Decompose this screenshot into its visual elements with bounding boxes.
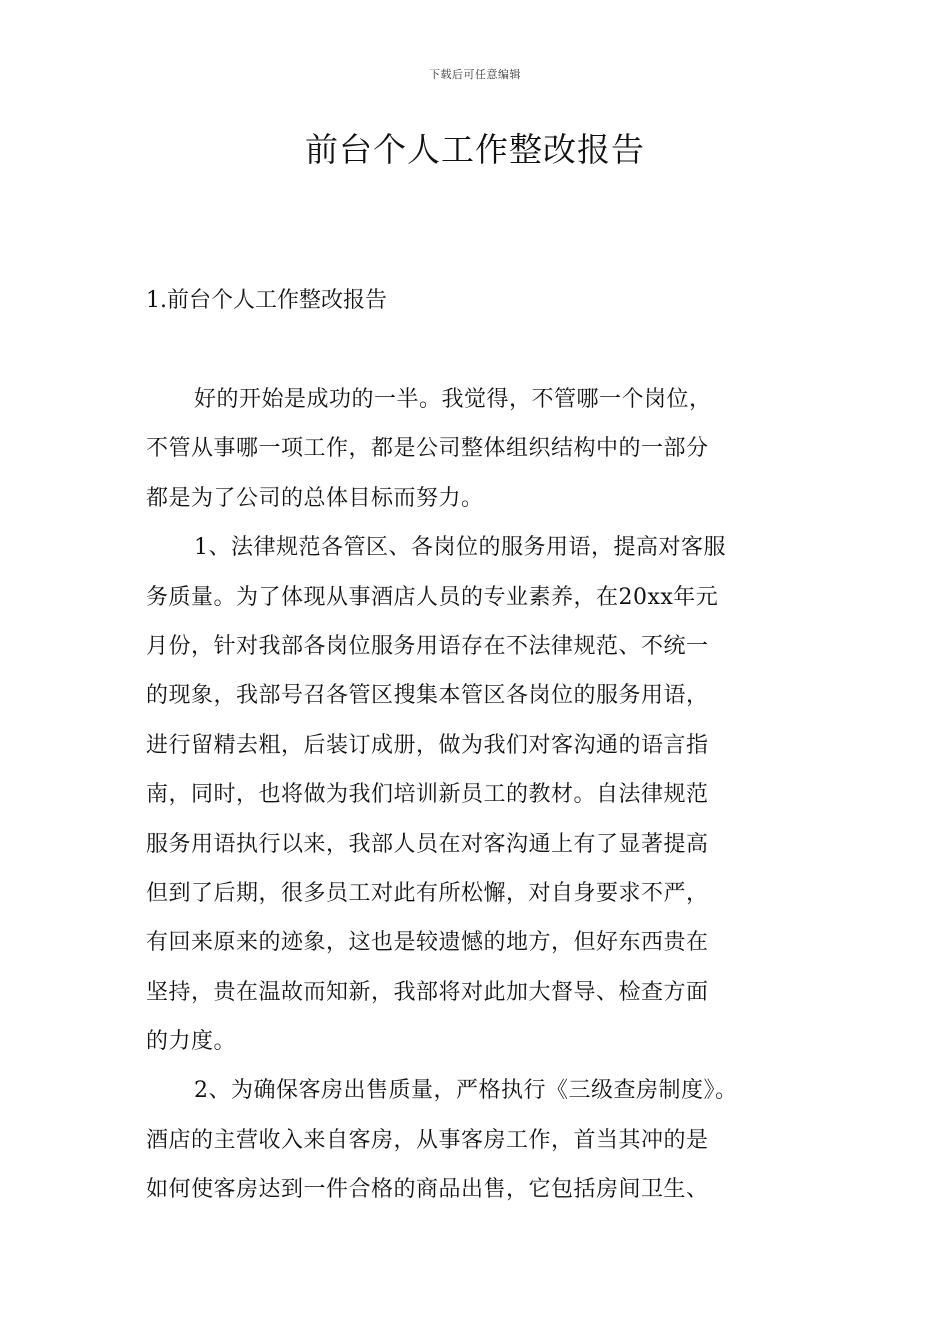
paragraph-line: 2、为确保客房出售质量，严格执行《三级查房制度》。 (194, 1078, 738, 1104)
header-note: 下载后可任意编辑 (429, 68, 521, 81)
paragraph-line: 的力度。 (146, 1029, 237, 1055)
paragraph-line: 月份，针对我部各岗位服务用语存在不法律规范、不统一 (146, 633, 709, 659)
paragraph-line: 务质量。为了体现从事酒店人员的专业素养，在20xx年元 (146, 584, 719, 610)
paragraph-line: 都是为了公司的总体目标而努力。 (146, 485, 484, 511)
paragraph-line: 好的开始是成功的一半。我觉得，不管哪一个岗位， (194, 387, 712, 412)
paragraph-line: 南，同时，也将做为我们培训新员工的教材。自法律规范 (146, 782, 709, 808)
paragraph-line: 不管从事哪一项工作，都是公司整体组织结构中的一部分 (146, 436, 709, 462)
paragraph-line: 进行留精去粗，后装订成册，做为我们对客沟通的语言指 (146, 732, 709, 758)
section-heading: 1.前台个人工作整改报告 (146, 288, 387, 313)
document-title: 前台个人工作整改报告 (305, 130, 645, 169)
paragraph-line: 1、法律规范各管区、各岗位的服务用语，提高对客服 (194, 535, 726, 561)
paragraph-line: 如何使客房达到一件合格的商品出售，它包括房间卫生、 (146, 1177, 709, 1203)
paragraph-line: 坚持，贵在温故而知新，我部将对此加大督导、检查方面 (146, 979, 709, 1005)
paragraph-line: 服务用语执行以来，我部人员在对客沟通上有了显著提高 (146, 831, 709, 857)
paragraph-line: 有回来原来的迹象，这也是较遗憾的地方，但好东西贵在 (146, 930, 709, 956)
paragraph-line: 的现象，我部号召各管区搜集本管区各岗位的服务用语， (146, 683, 709, 709)
paragraph-line: 但到了后期，很多员工对此有所松懈，对自身要求不严， (146, 880, 709, 906)
body-text (146, 375, 816, 1215)
paragraph-line: 酒店的主营收入来自客房，从事客房工作，首当其冲的是 (146, 1127, 709, 1153)
